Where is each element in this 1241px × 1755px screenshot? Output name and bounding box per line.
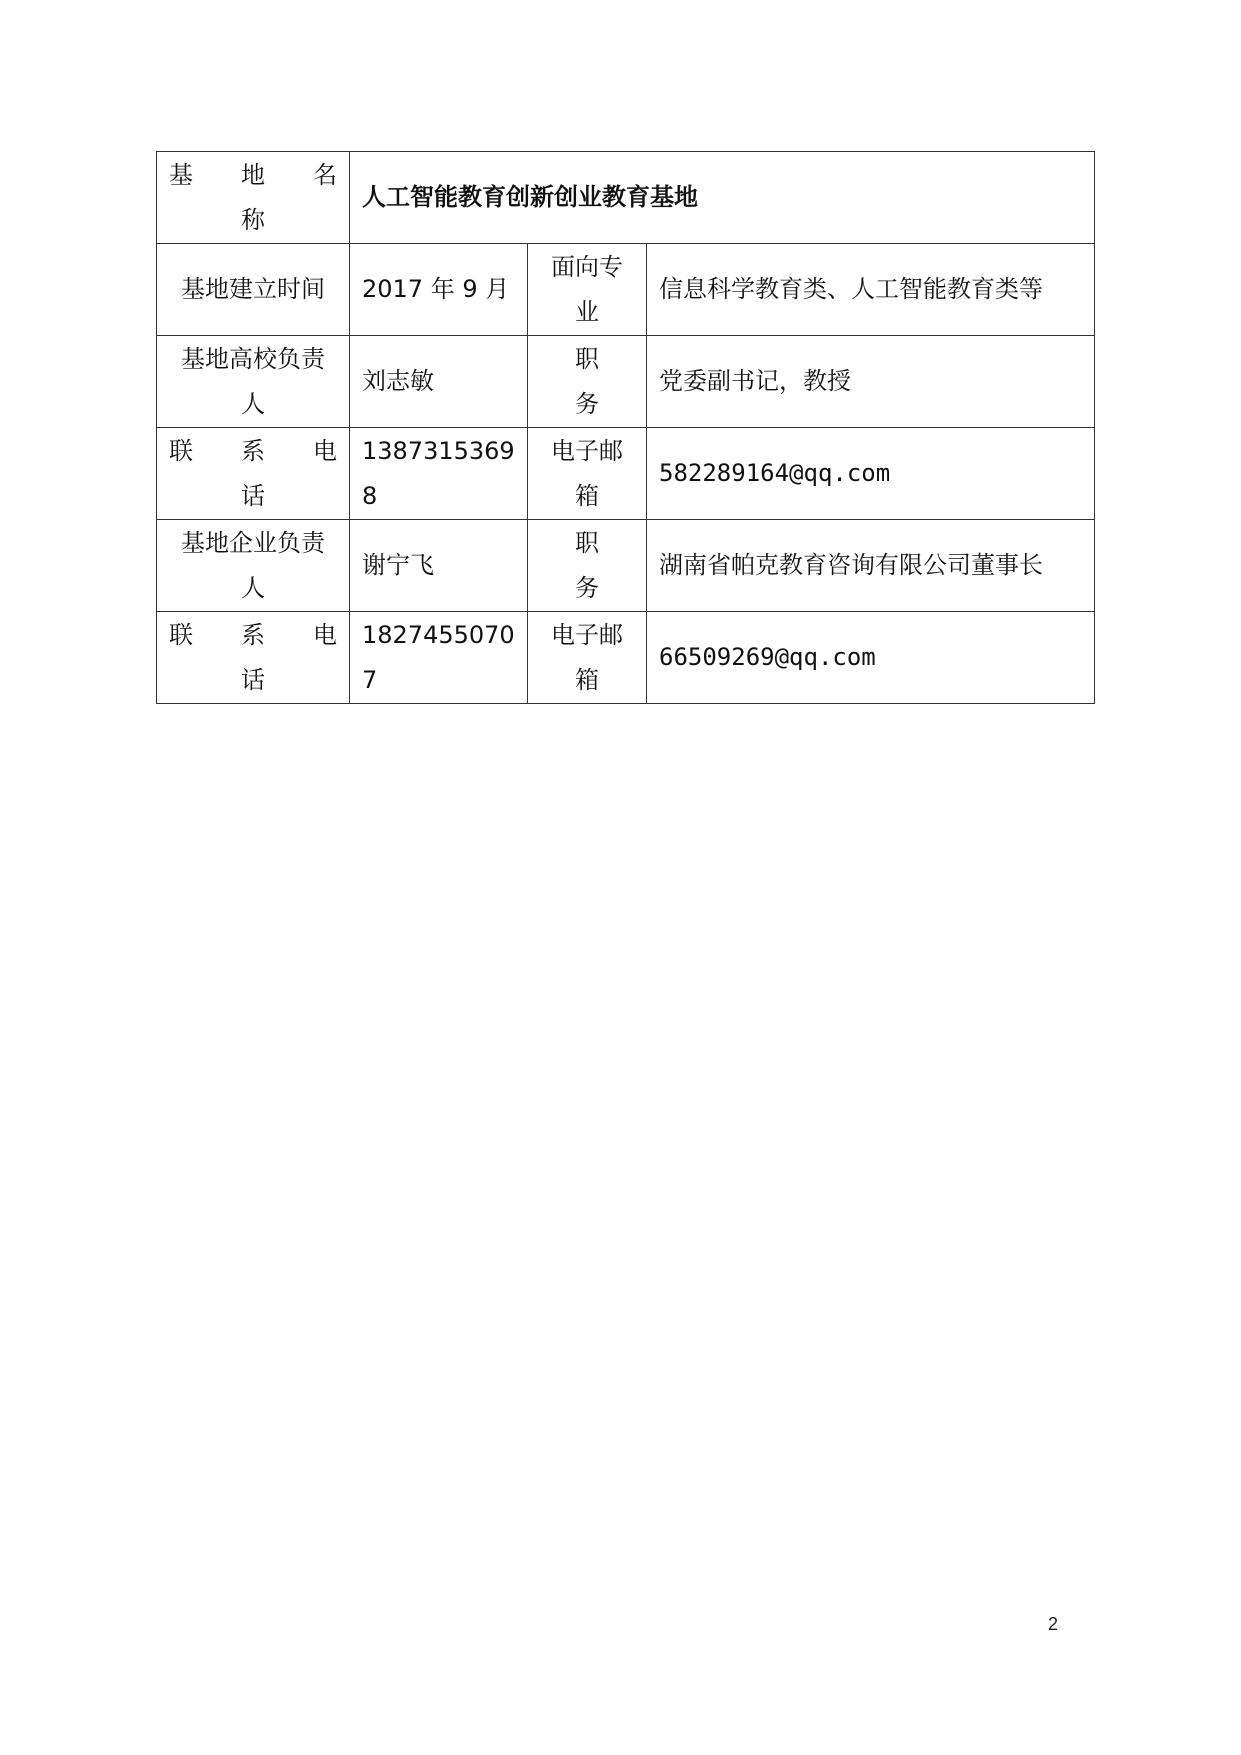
enterprise-lead-label (157, 520, 350, 612)
table-row-founded (157, 244, 1095, 336)
table-row-university-contact (157, 428, 1095, 520)
table-row-base-name (157, 152, 1095, 244)
major-value: 信息科学教育类、人工智能教育类等 (647, 244, 1095, 336)
enterprise-lead-label-line1: 基地企业负责 (181, 528, 325, 557)
enterprise-lead-value: 谢宁飞 (350, 520, 528, 612)
university-lead-label-line2: 人 (241, 389, 265, 418)
page-number: 2 (1048, 1614, 1059, 1634)
enterprise-title-value: 湖南省帕克教育咨询有限公司董事长 (647, 520, 1095, 612)
founded-value: 2017 年 9 月 (350, 244, 528, 336)
university-phone-value: 13873153698 (350, 428, 528, 520)
enterprise-email-label-line2: 箱 (575, 665, 599, 694)
enterprise-title-label-line1: 职 (575, 528, 599, 557)
university-lead-value: 刘志敏 (350, 336, 528, 428)
university-phone-label-line1: 联 系 电 (169, 436, 337, 465)
enterprise-title-label-line2: 务 (575, 573, 599, 602)
university-title-label-line2: 务 (575, 389, 599, 418)
base-name-label-line2: 称 (241, 205, 265, 234)
university-email-value: 582289164@qq.com (647, 428, 1095, 520)
major-label-line2: 业 (575, 297, 599, 326)
university-phone-label-line2: 话 (241, 481, 265, 510)
university-phone-label (157, 428, 350, 520)
table-row-university-lead (157, 336, 1095, 428)
enterprise-phone-label (157, 612, 350, 704)
university-email-label-line2: 箱 (575, 481, 599, 510)
base-info-table (156, 151, 1095, 704)
table-row-enterprise-lead (157, 520, 1095, 612)
enterprise-title-label (528, 520, 647, 612)
enterprise-lead-label-line2: 人 (241, 573, 265, 602)
base-name-label-line1: 基 地 名 (169, 160, 337, 189)
enterprise-phone-label-line1: 联 系 电 (169, 620, 337, 649)
base-name-value: 人工智能教育创新创业教育基地 (350, 152, 1095, 244)
enterprise-email-value: 66509269@qq.com (647, 612, 1095, 704)
major-label (528, 244, 647, 336)
university-email-label (528, 428, 647, 520)
table-row-enterprise-contact (157, 612, 1095, 704)
enterprise-email-label (528, 612, 647, 704)
university-title-label (528, 336, 647, 428)
university-title-value: 党委副书记，教授 (647, 336, 1095, 428)
founded-label: 基地建立时间 (157, 244, 350, 336)
major-label-line1: 面向专 (551, 252, 623, 281)
university-email-label-line1: 电子邮 (551, 436, 623, 465)
university-title-label-line1: 职 (575, 344, 599, 373)
enterprise-email-label-line1: 电子邮 (551, 620, 623, 649)
enterprise-phone-label-line2: 话 (241, 665, 265, 694)
university-lead-label-line1: 基地高校负责 (181, 344, 325, 373)
enterprise-phone-value: 18274550707 (350, 612, 528, 704)
university-lead-label (157, 336, 350, 428)
base-name-label (157, 152, 350, 244)
